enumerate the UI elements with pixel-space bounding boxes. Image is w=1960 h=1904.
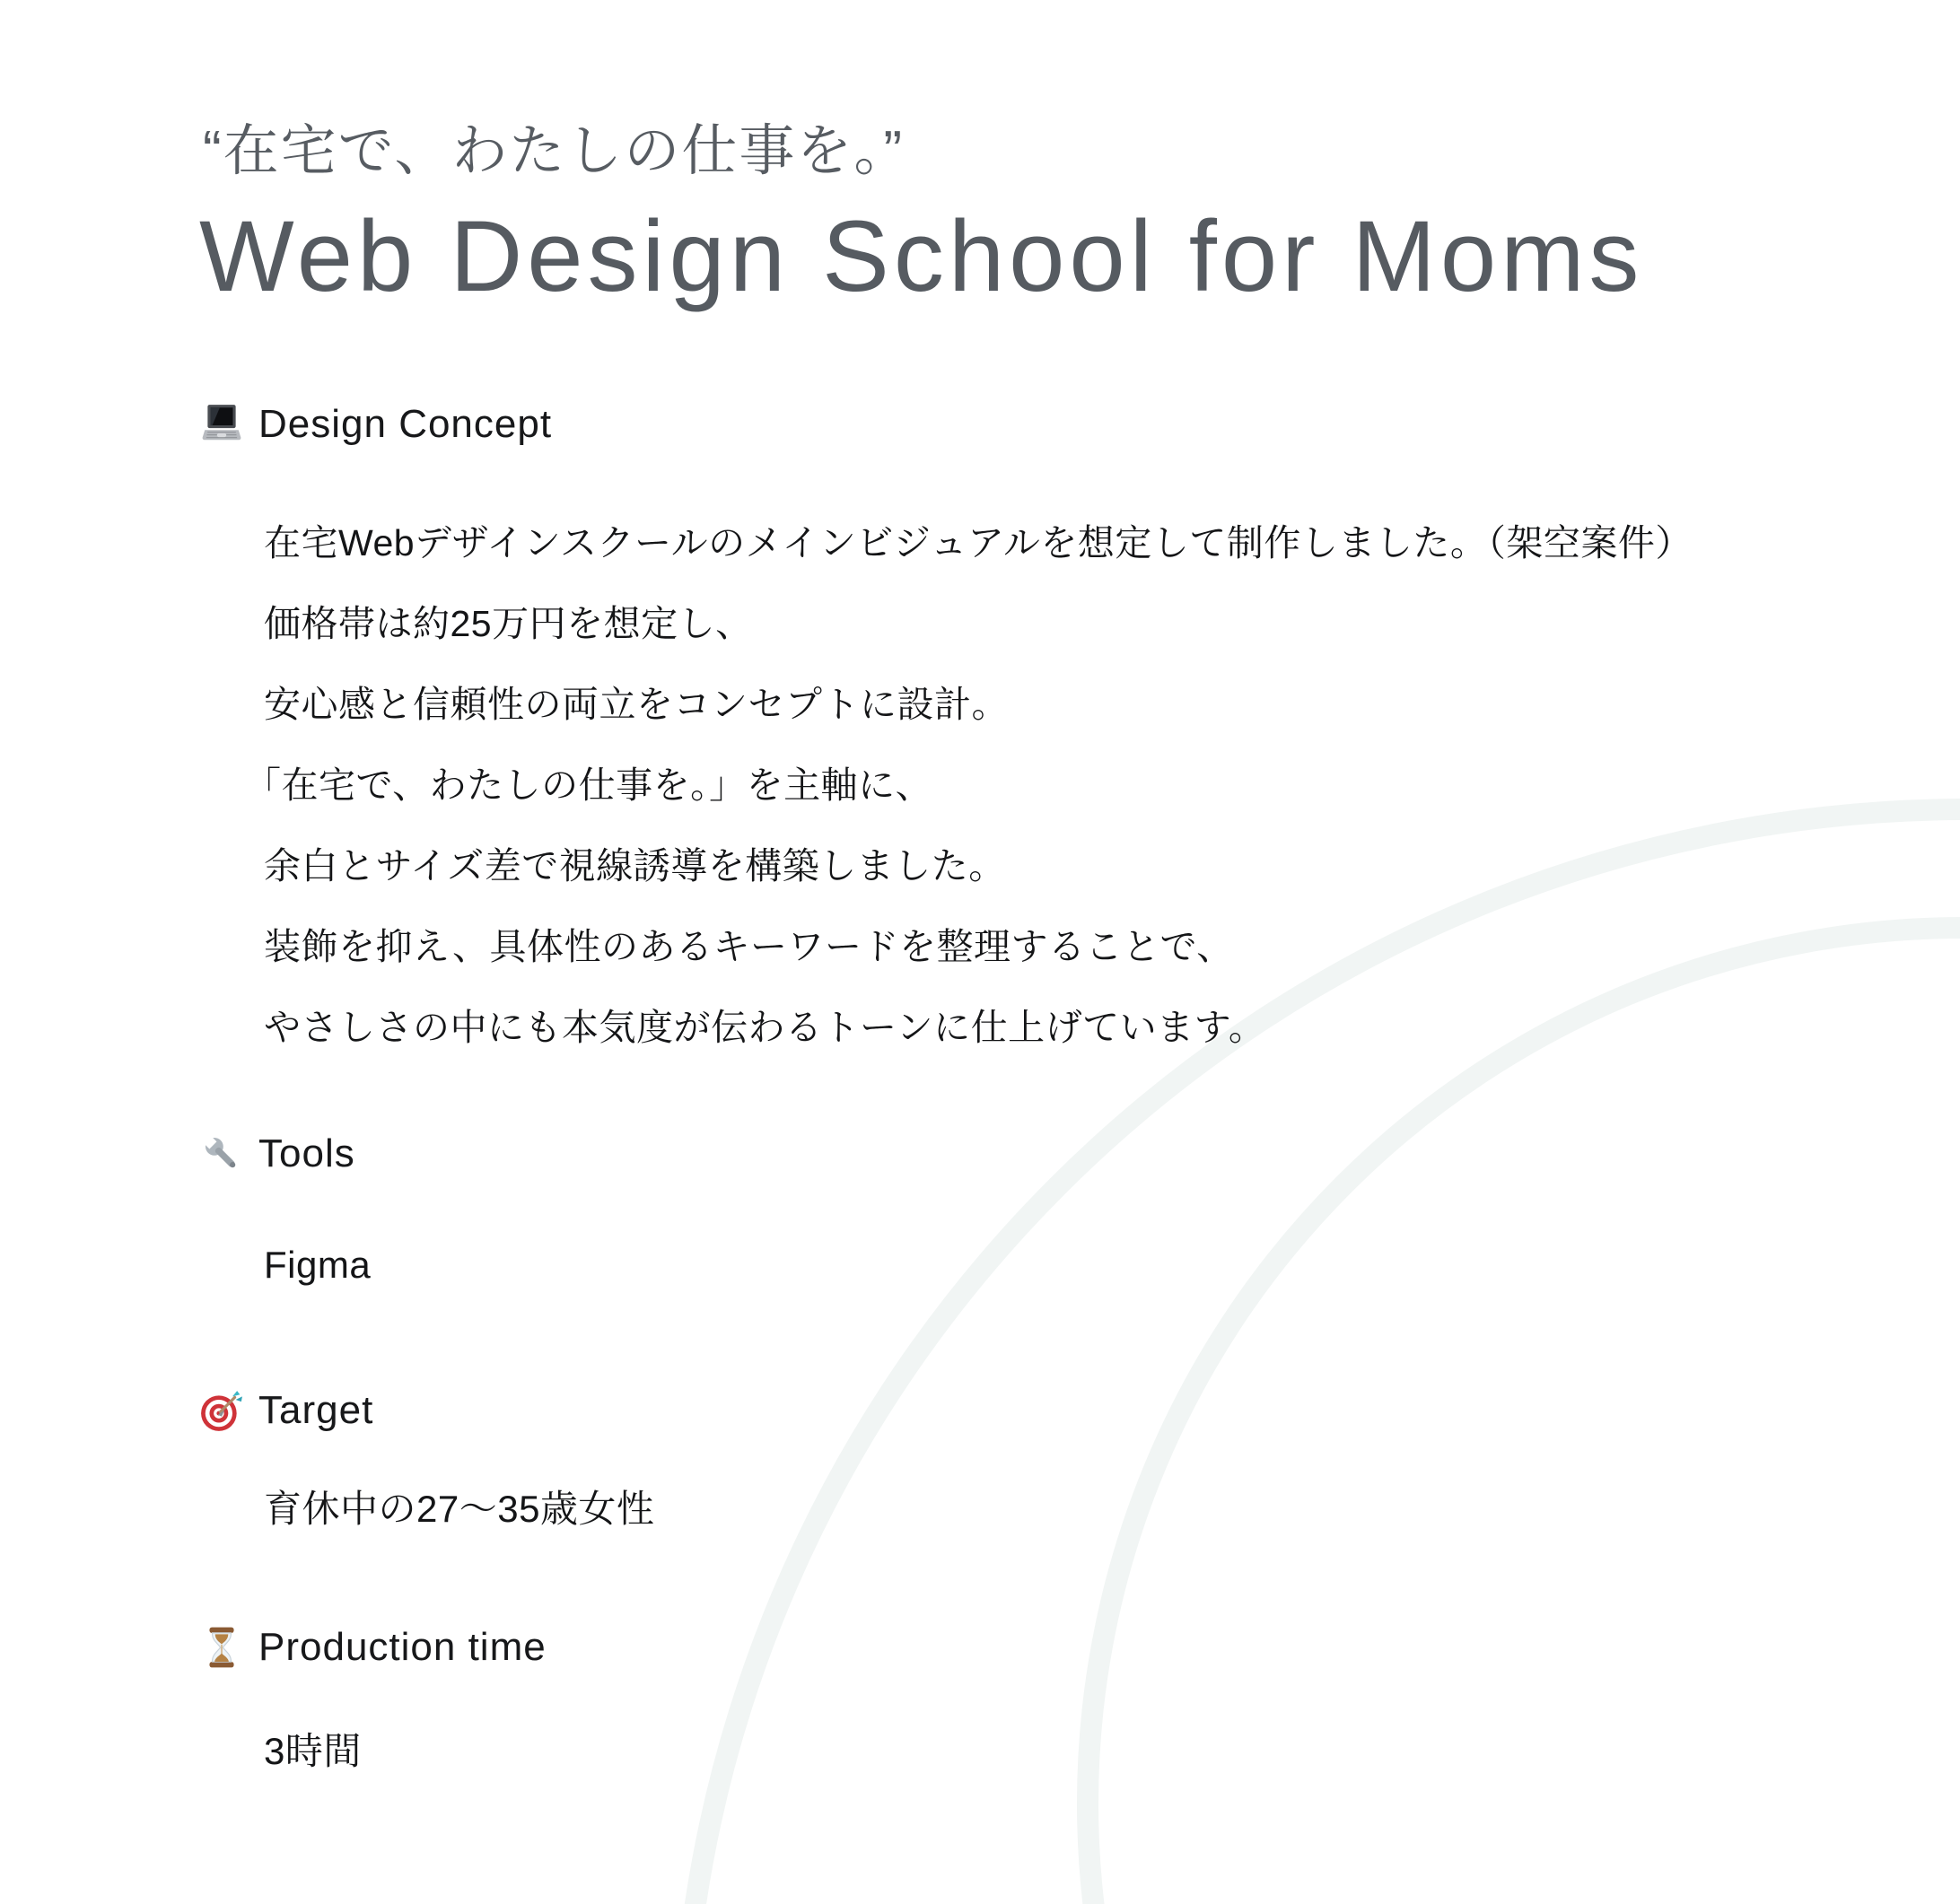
wrench-icon xyxy=(199,1131,244,1176)
target-value: 育休中の27〜35歳女性 xyxy=(264,1488,655,1530)
page-title: Web Design School for Moms xyxy=(199,200,1644,312)
dart-target-icon xyxy=(199,1388,244,1433)
tools-value: Figma xyxy=(264,1244,372,1286)
concept-line: やさしさの中にも本気度が伝わるトーンに仕上げています。 xyxy=(264,1007,1266,1048)
section-heading-design-concept xyxy=(199,399,552,450)
concept-line: 安心感と信頼性の両立をコンセプトに設計。 xyxy=(264,684,1009,725)
production-time-value: 3時間 xyxy=(264,1730,362,1772)
concept-line: 「在宅で、わたしの仕事を。」を主軸に、 xyxy=(244,764,933,806)
section-heading-target xyxy=(199,1385,373,1436)
quote-tagline: “在宅で、わたしの仕事を。” xyxy=(203,120,905,182)
hourglass-icon xyxy=(199,1625,244,1670)
section-label: Production time xyxy=(258,1625,547,1669)
section-label: Tools xyxy=(258,1131,355,1175)
section-label: Target xyxy=(258,1388,374,1432)
concept-line: 装飾を抑え、具体性のあるキーワードを整理することで、 xyxy=(264,926,1234,967)
concept-line: 価格帯は約25万円を想定し、 xyxy=(264,603,753,644)
section-label: Design Concept xyxy=(258,402,553,446)
section-heading-production-time xyxy=(199,1622,547,1673)
design-concept-paragraph xyxy=(244,502,1693,1068)
section-heading-tools xyxy=(199,1129,355,1179)
concept-line: 余白とサイズ差で視線誘導を構築しました。 xyxy=(264,845,1006,886)
laptop-icon xyxy=(199,402,244,447)
concept-line: 在宅Webデザインスクールのメインビジュアルを想定して制作しました。（架空案件） xyxy=(264,522,1693,563)
